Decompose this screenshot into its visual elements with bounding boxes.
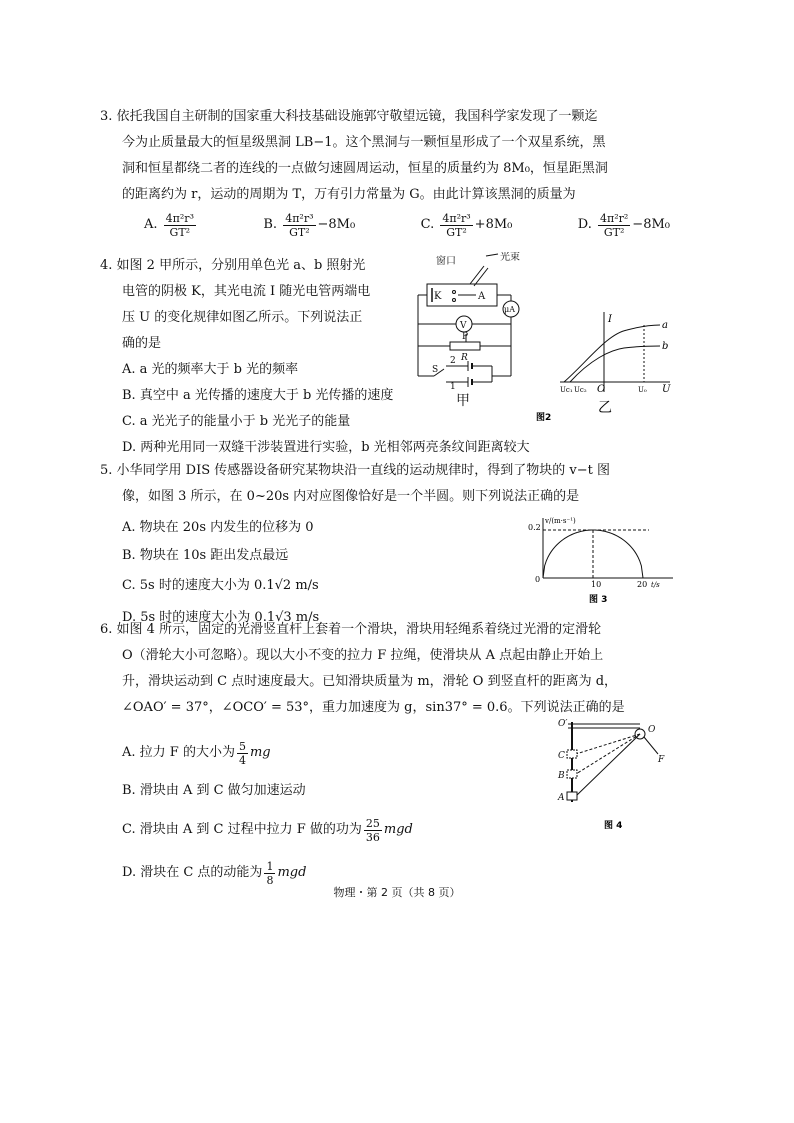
q4-line-3: 压 U 的变化规律如图乙所示。下列说法正 bbox=[122, 310, 363, 325]
rheostat-r bbox=[450, 342, 480, 350]
q3-option-d-label: D. bbox=[577, 217, 592, 232]
q6-option-d-fraction bbox=[264, 860, 275, 887]
label-s: S bbox=[432, 365, 439, 375]
q6-option-d-den: 8 bbox=[266, 873, 274, 887]
q5-option-d[interactable]: D. 5s 时的速度大小为 0.1√3 m/s bbox=[122, 610, 320, 625]
q3-number: 3. bbox=[100, 109, 113, 124]
figure-2 bbox=[412, 252, 676, 428]
q3-option-a-label: A. bbox=[144, 217, 158, 232]
q3-option-a-den: GT² bbox=[169, 225, 191, 239]
q6-option-a-fraction bbox=[237, 740, 248, 767]
fig4-label-c: C bbox=[558, 751, 565, 761]
q3-option-c-den: GT² bbox=[446, 225, 467, 239]
rope-to-b bbox=[576, 734, 640, 774]
fig4-label-o: O bbox=[648, 725, 656, 735]
q3-option-d-suffix: −8M₀ bbox=[632, 217, 670, 232]
window-label: 窗口 bbox=[436, 256, 456, 267]
chart-x-tick-20: 20 bbox=[637, 580, 648, 589]
figure-2-svg bbox=[412, 252, 676, 428]
q6-option-a-prefix: A. 拉力 F 的大小为 bbox=[122, 745, 235, 760]
beam-arrow bbox=[486, 254, 498, 256]
q4-option-a[interactable]: A. a 光的频率大于 b 光的频率 bbox=[122, 362, 299, 377]
label-r: R bbox=[461, 353, 468, 363]
q6-option-a-suffix: mg bbox=[249, 745, 271, 760]
q6-option-b-prefix: B. 滑块由 A 到 C 做匀加速运动 bbox=[122, 783, 306, 798]
q5-option-b[interactable]: B. 物块在 10s 距出发点最远 bbox=[122, 548, 289, 563]
q3-line-3: 洞和恒星都绕二者的连线的一点做匀速圆周运动，恒星的质量约为 8M₀，恒星距黑洞 bbox=[122, 161, 608, 176]
q6-text-1: 如图 4 所示，固定的光滑竖直杆上套着一个滑块，滑块用轻绳系着绕过光滑的定滑轮 bbox=[116, 622, 602, 637]
q3-options bbox=[122, 208, 670, 242]
q3-text-1: 依托我国自主研制的国家重大科技基础设施郭守敬望远镜，我国科学家发现了一颗迄 bbox=[116, 109, 598, 124]
graph-label-u0: U₀ bbox=[638, 386, 647, 394]
q4-line-2: 电管的阴极 K，其光电流 I 随光电管两端电 bbox=[122, 284, 371, 299]
q6-option-d-prefix: D. 滑块在 C 点的动能为 bbox=[122, 865, 263, 880]
q3-option-c-label: C. bbox=[420, 217, 435, 232]
figure-2-caption: 图2 bbox=[536, 413, 552, 423]
q3-option-d-num: 4π²r² bbox=[599, 211, 629, 225]
rope-to-c bbox=[576, 734, 640, 754]
question-3 bbox=[100, 104, 670, 242]
label-jia: 甲 bbox=[456, 393, 470, 409]
q5-option-c[interactable]: C. 5s 时的速度大小为 0.1√2 m/s bbox=[122, 578, 319, 593]
fig4-label-f: F bbox=[658, 755, 665, 765]
label-a: A bbox=[478, 291, 486, 302]
q6-option-c-fraction bbox=[364, 817, 382, 844]
switch-dot-1 bbox=[453, 291, 456, 294]
q3-option-c-num: 4π²r³ bbox=[442, 211, 471, 225]
label-yi: 乙 bbox=[598, 400, 612, 416]
q3-option-b-suffix: −8M₀ bbox=[317, 217, 356, 232]
q3-option-d-den: GT² bbox=[603, 225, 625, 239]
label-ua: μA bbox=[504, 305, 515, 314]
window-line bbox=[470, 266, 484, 284]
q4-option-c[interactable]: C. a 光光子的能量小于 b 光光子的能量 bbox=[122, 414, 351, 429]
fig4-label-a: A bbox=[558, 793, 565, 803]
q3-option-b-label: B. bbox=[263, 217, 278, 232]
label-2: 2 bbox=[450, 356, 456, 366]
q3-option-a-num: 4π²r³ bbox=[165, 211, 194, 225]
q6-option-c-prefix: C. 滑块由 A 到 C 过程中拉力 F 做的功为 bbox=[122, 822, 362, 837]
q3-option-b-fraction bbox=[283, 212, 315, 239]
switch-dot-2 bbox=[453, 299, 456, 302]
graph-label-uc1: Uc₁ bbox=[560, 386, 573, 394]
fig4-label-b: B bbox=[558, 771, 565, 781]
q3-line-1 bbox=[100, 104, 648, 130]
chart-x-label: t/s bbox=[651, 581, 660, 589]
q6-option-c-den: 36 bbox=[365, 830, 380, 844]
graph-label-b: b bbox=[662, 341, 669, 352]
force-f bbox=[644, 737, 658, 754]
chart-y-label: v/(m·s⁻¹) bbox=[545, 517, 576, 525]
iu-graph bbox=[536, 312, 671, 423]
q6-line-1 bbox=[100, 617, 648, 643]
q4-option-d[interactable]: D. 两种光用同一双缝干涉装置进行实验，b 光相邻两亮条纹间距离较大 bbox=[122, 440, 530, 455]
chart-y-tick: 0.2 bbox=[528, 523, 541, 532]
q3-option-b-num: 4π²r³ bbox=[285, 211, 314, 225]
window-line-2 bbox=[474, 268, 488, 286]
q3-option-c-suffix: +8M₀ bbox=[474, 217, 513, 232]
q5-option-a[interactable]: A. 物块在 20s 内发生的位移为 0 bbox=[122, 520, 314, 535]
slider-at-a bbox=[567, 792, 577, 800]
q3-option-d-fraction bbox=[598, 212, 630, 239]
q3-option-c[interactable] bbox=[421, 212, 513, 239]
q3-line-2: 今为止质量最大的恒星级黑洞 LB−1。这个黑洞与一颗恒星形成了一个双星系统，黑 bbox=[122, 135, 606, 150]
label-p: P bbox=[462, 332, 469, 342]
q5-line-1 bbox=[100, 458, 648, 484]
graph-label-u: U bbox=[662, 384, 671, 395]
q3-line-4: 的距离约为 r，运动的周期为 T，万有引力常量为 G。由此计算该黑洞的质量为 bbox=[122, 187, 576, 202]
chart-origin: 0 bbox=[535, 575, 541, 584]
q6-option-c-suffix: mgd bbox=[383, 822, 413, 837]
graph-label-uc2: Uc₂ bbox=[574, 386, 587, 394]
q6-option-c-num: 25 bbox=[365, 816, 380, 830]
q4-option-b[interactable]: B. 真空中 a 光传播的速度大于 b 光传播的速度 bbox=[122, 388, 394, 403]
figure-3 bbox=[527, 510, 677, 606]
q4-line-4: 确的是 bbox=[122, 336, 162, 351]
graph-label-a: a bbox=[662, 320, 668, 331]
q3-option-b[interactable] bbox=[263, 212, 355, 239]
chart-x-tick-10: 10 bbox=[591, 580, 602, 589]
q6-option-d-suffix: mgd bbox=[277, 865, 307, 880]
q6-option-a-den: 4 bbox=[238, 753, 246, 767]
q5-line-2: 像，如图 3 所示，在 0~20s 内对应图像恰好是一个半圆。则下列说法正确的是 bbox=[122, 489, 580, 504]
q6-line-3: 升，滑块运动到 C 点时速度最大。已知滑块质量为 m，滑轮 O 到竖直杆的距离为 d， bbox=[122, 674, 618, 689]
fig4-label-o1: O′ bbox=[558, 719, 568, 729]
q4-number: 4. bbox=[100, 258, 113, 273]
graph-label-o: O bbox=[597, 384, 606, 395]
figure-3-svg bbox=[527, 510, 677, 606]
q6-option-d-num: 1 bbox=[266, 859, 274, 873]
label-v: V bbox=[460, 321, 467, 331]
q5-text-1: 小华同学用 DIS 传感器设备研究某物块沿一直线的运动规律时，得到了物块的 v−t 图 bbox=[116, 463, 611, 478]
q3-option-a[interactable] bbox=[144, 212, 198, 239]
slider-at-b bbox=[567, 770, 577, 778]
q3-option-c-fraction bbox=[440, 212, 472, 239]
q3-option-b-den: GT² bbox=[289, 225, 310, 239]
q4-text-1: 如图 2 甲所示，分别用单色光 a、b 照射光 bbox=[116, 258, 366, 273]
beam-label: 光束 bbox=[500, 252, 520, 263]
q6-line-2: O（滑轮大小可忽略）。现以大小不变的拉力 F 拉绳，使滑块从 A 点起由静止开始上 bbox=[122, 648, 604, 663]
figure-4-svg bbox=[552, 718, 676, 834]
label-k: K bbox=[434, 291, 442, 302]
q6-line-4: ∠OAO′ = 37°，∠OCO′ = 53°，重力加速度为 g，sin37° = 0.6。下列说法正确的是 bbox=[122, 700, 625, 715]
q5-number: 5. bbox=[100, 463, 113, 478]
label-1: 1 bbox=[450, 382, 456, 392]
curve-b bbox=[570, 346, 660, 382]
figure-3-caption: 图 3 bbox=[589, 595, 608, 605]
q3-option-a-fraction bbox=[164, 212, 196, 239]
figure-4 bbox=[552, 718, 676, 834]
graph-label-i: I bbox=[608, 314, 612, 325]
slider-at-c bbox=[567, 750, 577, 758]
rope-to-a bbox=[576, 734, 640, 796]
q6-option-a-num: 5 bbox=[238, 739, 246, 753]
q6-number: 6. bbox=[100, 622, 113, 637]
q3-option-d[interactable] bbox=[578, 212, 670, 239]
figure-4-caption: 图 4 bbox=[604, 821, 623, 831]
page-footer: 物理・第 2 页（共 8 页） bbox=[333, 886, 461, 899]
